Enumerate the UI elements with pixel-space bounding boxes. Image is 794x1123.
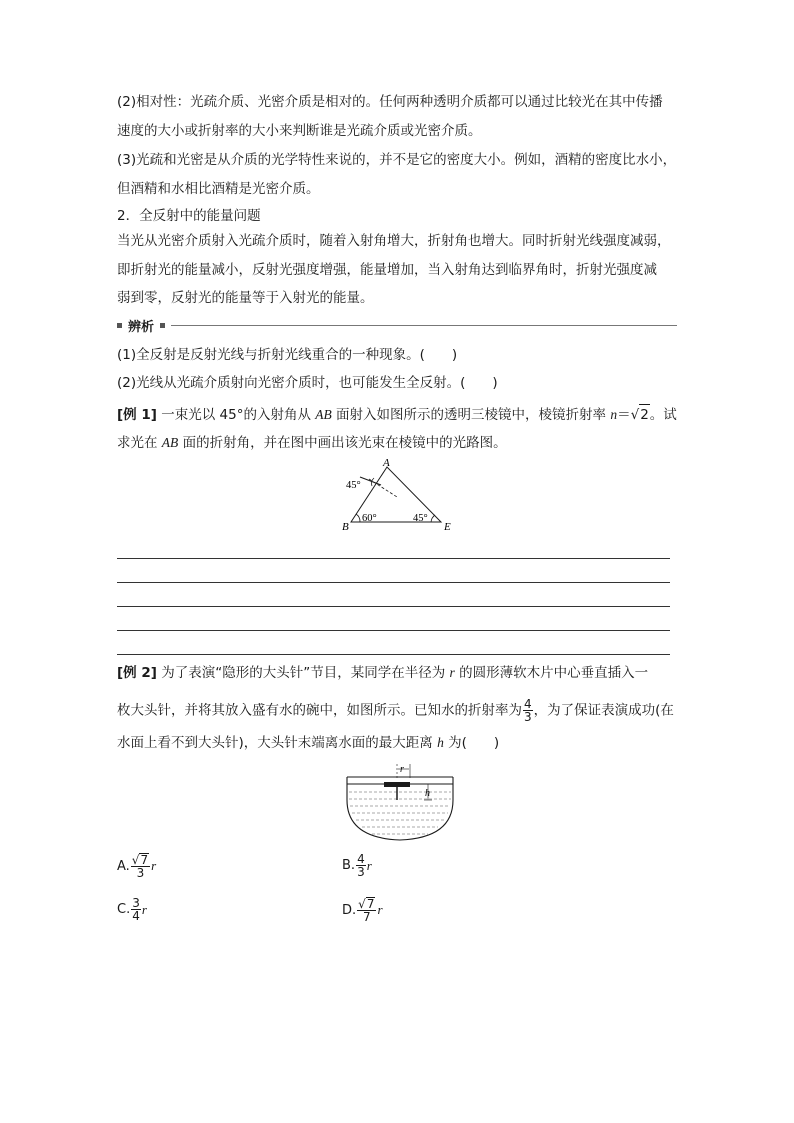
denominator: 3 (524, 710, 532, 724)
para-relativity-line1: (2)相对性：光疏介质、光密介质是相对的。任何两种透明介质都可以通过比较光在其中传播 (117, 94, 663, 110)
bianxi-question-1: (1)全反射是反射光线与折射光线重合的一种现象。( ) (117, 347, 458, 363)
answer-line (117, 582, 670, 583)
text: 为了表演“隐形的大头针”节目，某同学在半径为 (161, 665, 450, 681)
var-n: n (610, 407, 618, 422)
vertex-a-label: A (383, 457, 390, 469)
para-energy-line2: 即折射光的能量减小，反射光强度增强，能量增加，当入射角达到临界角时，折射光强度减 (117, 262, 657, 278)
prism-figure (338, 455, 458, 535)
divider (171, 325, 677, 326)
example2-tag: [例 2] (117, 665, 157, 681)
option-denominator: 3 (357, 865, 365, 879)
bowl-figure (342, 760, 458, 844)
angle-e-arc (431, 515, 435, 522)
answer-line (117, 558, 670, 559)
option-denominator: 4 (132, 909, 140, 923)
option-fraction (131, 853, 150, 879)
var-ab: AB (315, 407, 332, 422)
angle-b-label: 60° (362, 513, 377, 524)
bullet-square-icon (160, 323, 165, 328)
bianxi-label: 辨析 (128, 319, 155, 335)
option-variable: r (366, 857, 372, 873)
var-ab: AB (161, 435, 179, 450)
text: 水面上看不到大头针)，大头针末端离水面的最大距离 (117, 735, 438, 751)
numerator: 4 (524, 697, 532, 711)
option-numerator (357, 897, 376, 911)
example1-tag: [例 1] (117, 407, 157, 423)
answer-line (117, 630, 670, 631)
text: 枚大头针，并将其放入盛有水的碗中，如图所示。已知水的折射率为 (117, 702, 522, 719)
option-letter: B. (342, 858, 356, 873)
sqrt-icon: √ (358, 897, 366, 911)
text: 面射入如图所示的透明三棱镜中，棱镜折射率 (331, 407, 611, 423)
sqrt-value: 7 (140, 853, 149, 867)
bullet-square-icon (117, 323, 122, 328)
sqrt-icon: √ (630, 407, 640, 423)
radius-label: r (400, 764, 404, 775)
option-letter: C. (117, 902, 131, 917)
text: 面的折射角，并在图中画出该光束在棱镜中的光路图。 (178, 435, 507, 451)
section-heading-energy: 2．全反射中的能量问题 (117, 208, 261, 224)
bianxi-header (117, 315, 677, 335)
equals: ＝ (617, 407, 631, 423)
option-numerator: 3 (132, 896, 140, 910)
vertex-e-label: E (444, 521, 451, 533)
para-energy-line3: 弱到零，反射光的能量等于入射光的能量。 (117, 290, 374, 306)
example2-line2 (117, 698, 674, 723)
text: 为( ) (443, 735, 500, 751)
text: ，为了保证表演成功(在 (533, 702, 674, 719)
sqrt-value: 7 (366, 897, 375, 911)
option-b[interactable] (342, 853, 372, 878)
para-energy-line1: 当光从光密介质射入光疏介质时，随着入射角增大，折射角也增大。同时折射光线强度减弱， (117, 233, 671, 249)
option-fraction (356, 853, 366, 878)
example1-line2 (117, 433, 507, 453)
option-a[interactable] (117, 853, 156, 879)
option-numerator: 4 (357, 852, 365, 866)
text: 一束光以 45°的入射角从 (161, 407, 316, 423)
option-fraction (357, 897, 376, 923)
para-density-line1: (3)光疏和光密是从介质的光学特性来说的，并不是它的密度大小。例如，酒精的密度比水小， (117, 152, 677, 168)
para-density-line2: 但酒精和水相比酒精是光密介质。 (117, 181, 320, 197)
bianxi-question-2: (2)光线从光疏介质射向光密介质时，也可能发生全反射。( ) (117, 375, 498, 391)
vertex-b-label: B (342, 521, 349, 533)
sqrt-value: 2 (639, 404, 650, 425)
option-c[interactable] (117, 897, 147, 922)
answer-line (117, 654, 670, 655)
var-h: h (437, 735, 444, 750)
sqrt-icon: √ (131, 853, 140, 867)
var-r: r (449, 665, 455, 680)
depth-label: h (425, 788, 430, 799)
option-numerator (131, 853, 150, 867)
cork-disc (384, 782, 410, 787)
option-denominator: 7 (362, 910, 371, 924)
water-hatch (349, 792, 451, 834)
angle-e-label: 45° (413, 513, 428, 524)
incident-angle-label: 45° (346, 480, 361, 491)
example2-line3 (117, 733, 499, 753)
fraction (523, 698, 533, 723)
answer-line (117, 606, 670, 607)
text: 。试 (649, 407, 677, 423)
option-denominator: 3 (136, 866, 145, 880)
text: 求光在 (117, 435, 162, 451)
option-letter: D. (342, 902, 357, 918)
option-fraction (131, 897, 141, 922)
example2-line1 (117, 663, 648, 683)
text: 的圆形薄软木片中心垂直插入一 (454, 665, 649, 681)
option-d[interactable] (342, 897, 383, 923)
option-variable: r (377, 902, 383, 917)
option-variable: r (141, 901, 147, 917)
example1-line1 (117, 404, 677, 425)
option-letter: A. (117, 858, 130, 874)
option-variable: r (151, 858, 157, 873)
angle-b-arc (356, 514, 360, 522)
para-relativity-line2: 速度的大小或折射率的大小来判断谁是光疏介质或光密介质。 (117, 123, 482, 139)
